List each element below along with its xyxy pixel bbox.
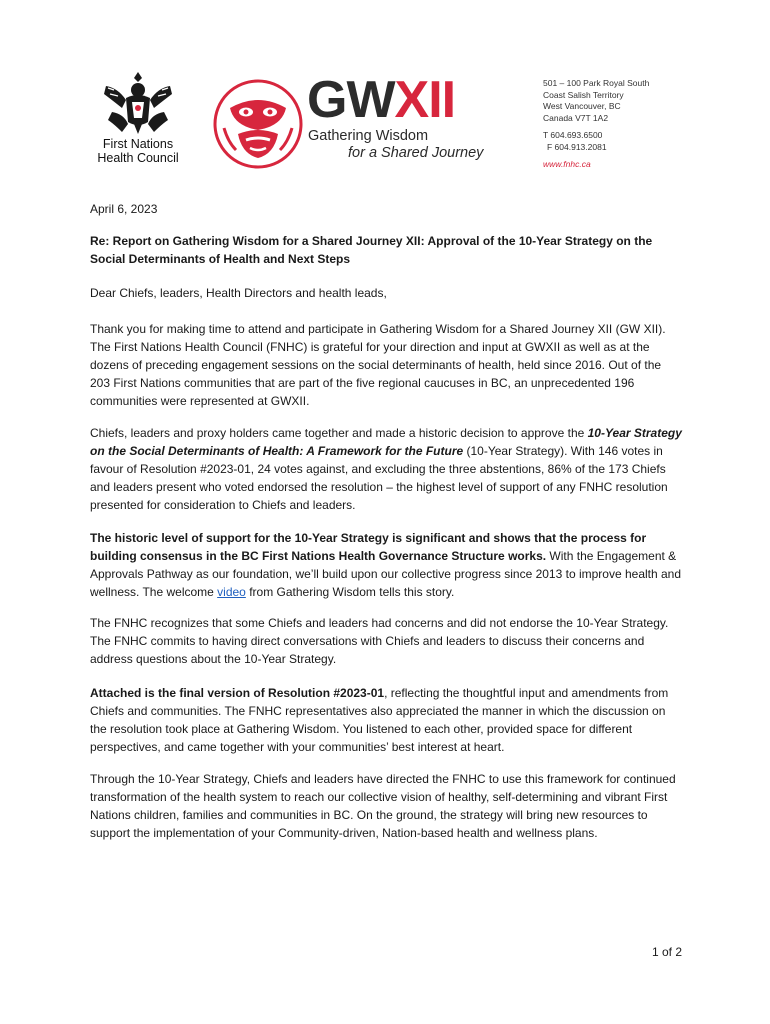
paragraph-2-after: (10-Year Strategy). With 146 votes in favour of Resolution #2023-01, 24 votes against, and excluding the three abstentions, 86% of the 173 Chiefs and leaders present who voted endorsed the resolution – the highest level of support of any FNHC resolution presented for consideration to Chiefs and leaders. [90, 444, 668, 512]
gwxii-wordmark-gw: GW [307, 71, 395, 129]
page-number: 1 of 2 [651, 945, 682, 959]
fnhc-logo [88, 68, 188, 168]
paragraph-4: The FNHC recognizes that some Chiefs and leaders had concerns and did not endorse the 10-Year Strategy. The FNHC commits to having direct conversations with Chiefs and leaders to discuss their concerns and address questions about the 10-Year Strategy. [90, 616, 669, 666]
gwxii-subtitle-line2 [348, 145, 483, 161]
address-phone: T 604.693.6500 [543, 130, 603, 140]
address-line4: Canada V7T 1A2 [543, 112, 609, 123]
strategy-title: 10-Year Strategy on the Social Determinants of Health: A Framework for the Future [90, 426, 682, 458]
fnhc-emblem-icon [98, 68, 178, 136]
paragraph-3-middle: With the Engagement & Approvals Pathway as our foundation, we’ll build upon our collective progress since 2013 to improve health and wellness. The welcome [90, 549, 682, 599]
fnhc-name-line2: Health Council [97, 151, 179, 165]
fnhc-name [88, 137, 188, 165]
website-link[interactable]: www.fnhc.ca [543, 159, 591, 169]
paragraph-1: Thank you for making time to attend and participate in Gathering Wisdom for a Shared Journey XII (GW XII). The First Nations Health Council (FNHC) is grateful for your direction and input at GWXII as well as at the dozens of preceding engagement sessions on the social determinants of health, held since 2016. Out of the 203 First Nations communities that are part of the five regional caucuses in BC, an unprecedented 196 communities were represented at GWXII. [90, 322, 666, 408]
paragraph-3-bold: The historic level of support for the 10-Year Strategy is significant and shows that the process for building consensus in the BC First Nations Health Governance Structure works. [90, 531, 647, 563]
paragraph-2 [90, 424, 682, 514]
address-fax: F 604.913.2081 [547, 141, 607, 152]
address-line3: West Vancouver, BC [543, 101, 621, 111]
paragraph-2-before: Chiefs, leaders and proxy holders came together and made a historic decision to approve the [90, 426, 588, 440]
fnhc-name-line1: First Nations [102, 137, 174, 151]
gwxii-wordmark-xii: XII [394, 71, 456, 129]
gwxii-subtitle-line2-text: for a Shared Journey [348, 145, 484, 161]
letter-salutation: Dear Chiefs, leaders, Health Directors and health leads, [90, 286, 387, 300]
paragraph-5-bold: Attached is the final version of Resolution #2023-01 [90, 686, 385, 700]
address-line1: 501 – 100 Park Royal South [543, 78, 650, 88]
gwxii-emblem-icon [212, 78, 304, 170]
letter-subject: Re: Report on Gathering Wisdom for a Shared Journey XII: Approval of the 10-Year Strategy on the Social Determinants of Health and Next Steps [90, 234, 653, 266]
address-block [543, 78, 649, 171]
paragraph-6: Through the 10-Year Strategy, Chiefs and leaders have directed the FNHC to use this framework for continued transformation of the health system to reach our collective vision of healthy, self-determining and vibrant First Nations children, families and communities in BC. On the ground, the strategy will bring new resources to support the implementation of your Community-driven, Nation-based health and wellness plans. [90, 772, 676, 840]
paragraph-3-after: from Gathering Wisdom tells this story. [245, 585, 455, 599]
video-link[interactable]: video [217, 585, 246, 599]
gwxii-subtitle-line1: Gathering Wisdom [308, 128, 429, 144]
address-line2: Coast Salish Territory [543, 89, 624, 100]
paragraph-3 [90, 529, 682, 601]
letter-date: April 6, 2023 [90, 202, 158, 216]
paragraph-5 [90, 684, 682, 756]
gwxii-wordmark [307, 72, 455, 128]
paragraph-5-after: , reflecting the thoughtful input and amendments from Chiefs and communities. The FNHC representatives also appreciated the manner in which the discussion on the resolution took place at Gathering Wisdom. You listened to each other, provided space for different perspectives, and came together with your communities’ best interest at heart. [90, 686, 669, 754]
